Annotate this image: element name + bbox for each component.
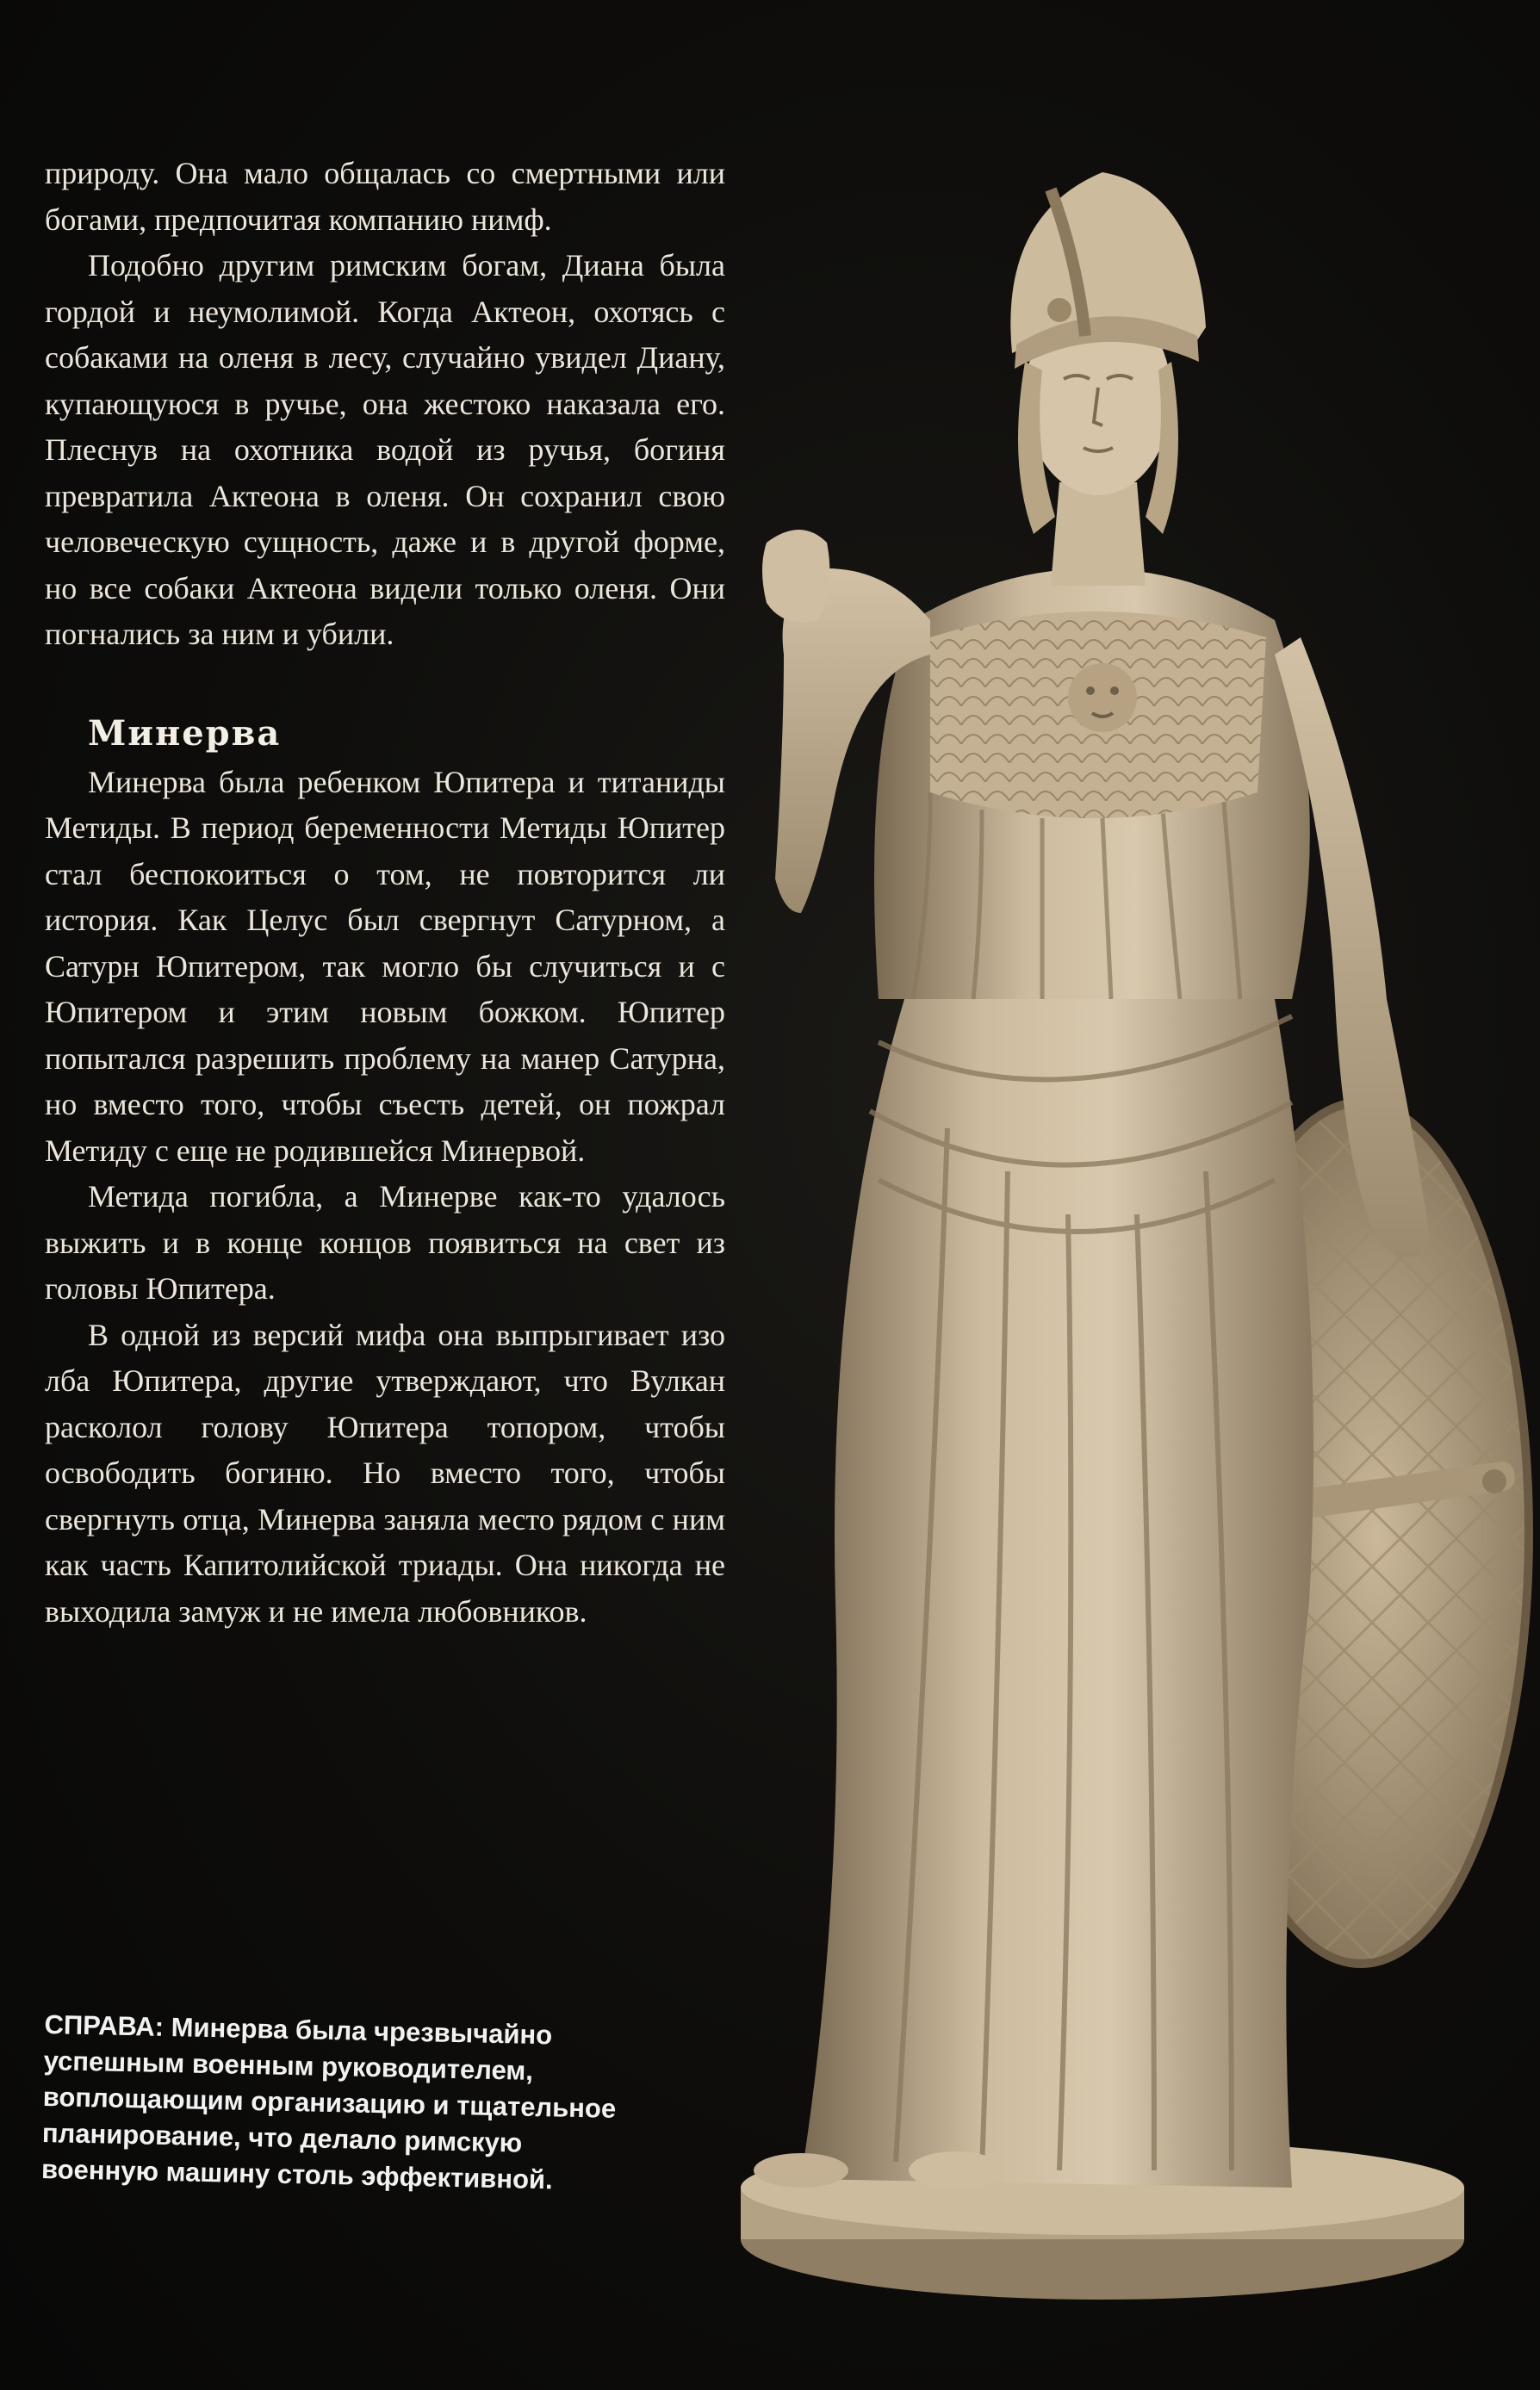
robe [801, 999, 1313, 2188]
paragraph-5: В одной из версий мифа она выпрыгивает изо лба Юпитера, другие утверждают, что Вулкан расколол голову Юпитера топором, чтобы освободить богиню. Но вместо того, чтобы свергнуть отца, Минерва заняла место рядом с ним как часть Капитолийской триады. Она никогда не выходила замуж и не имела любовников. [45, 1317, 725, 1629]
section-heading: Минерва [88, 712, 282, 754]
paragraph-4: Метида погибла, а Минерве как-то удалось выжить и в конце концов появиться на свет из головы Юпитера. [45, 1179, 725, 1306]
image-caption [41, 2007, 639, 2200]
foot [909, 2151, 1003, 2189]
article-text [45, 151, 725, 1635]
neck [1051, 482, 1146, 586]
minerva-statue-illustration [672, 138, 1533, 2343]
helmet [1010, 172, 1206, 369]
caption-text: Минерва была чрезвычайно успешным военным руководителем, воплощающим организацию и тщательное планирование, что делало римскую военную машину столь эффективной. [40, 2012, 617, 2195]
caption-label: СПРАВА: [44, 2008, 165, 2042]
paragraph-2: Подобно другим римским богам, Диана была гордой и неумолимой. Когда Актеон, охотясь с собаками на оленя в лесу, случайно увидел Диану, купающуюся в ручье, она жестоко наказала его. Плеснув на охотника водой из ручья, богиня превратила Актеона в оленя. Он сохранил свою человеческую сущность, даже и в другой форме, но все собаки Актеона видели только оленя. Они погнались за ним и убили. [45, 248, 725, 651]
paragraph-3: Минерва была ребенком Юпитера и титаниды Метиды. В период беременности Метиды Юпитер стал беспокоиться о том, не повторится ли история. Как Целус был свергнут Сатурном, а Сатурн Юпитером, так могло бы случиться и с Юпитером и этим новым божком. Юпитер попытался разрешить проблему на манер Сатурна, но вместо того, чтобы съесть детей, он пожрал Метиду с еще не родившейся Минервой. [45, 764, 725, 1168]
paragraph-1: природу. Она мало общалась со смертными или богами, предпочитая компанию нимф. [45, 156, 725, 237]
gorgoneion [1068, 663, 1137, 732]
raised-hand [762, 530, 829, 623]
